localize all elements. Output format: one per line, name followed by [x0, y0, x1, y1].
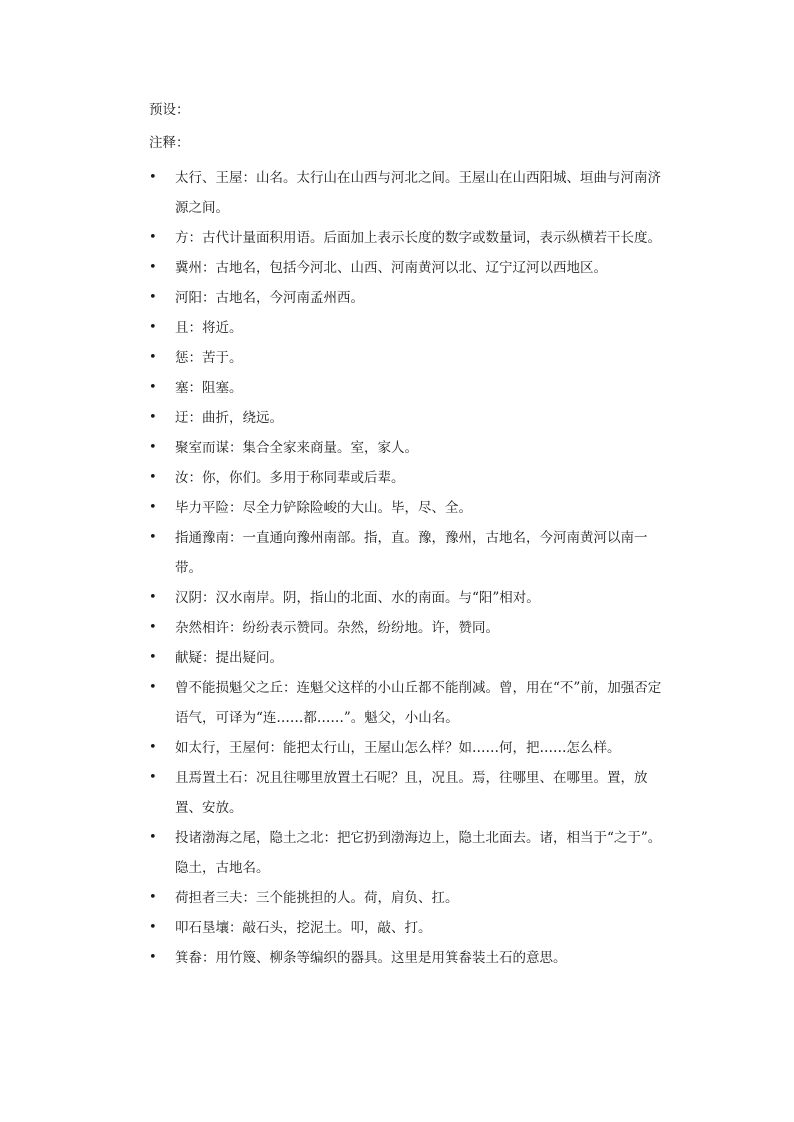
- note-item: [149, 343, 674, 373]
- note-text: 且焉置土石：况且往哪里放置土石呢？且，况且。焉，往哪里、在哪里。置，放置、安放。: [175, 770, 648, 816]
- bullet-icon: •: [149, 260, 157, 275]
- note-text: 河阳：古地名，今河南孟州西。: [175, 290, 364, 306]
- note-text: 荷担者三夫：三个能挑担的人。荷，肩负、扛。: [175, 890, 459, 906]
- note-item: [149, 313, 674, 343]
- note-text: 且：将近。: [175, 320, 243, 336]
- note-text: 太行、王屋：山名。太行山在山西与河北之间。王屋山在山西阳城、垣曲与河南济源之间。: [175, 170, 661, 216]
- bullet-icon: •: [149, 770, 157, 785]
- bullet-icon: •: [149, 350, 157, 365]
- note-item: [149, 583, 674, 613]
- note-text: 指通豫南：一直通向豫州南部。指，直。豫，豫州，古地名，今河南黄河以南一带。: [175, 530, 648, 576]
- bullet-icon: •: [149, 590, 157, 605]
- note-item: [149, 643, 674, 673]
- note-text: 杂然相许：纷纷表示赞同。杂然，纷纷地。许，赞同。: [175, 620, 499, 636]
- bullet-icon: •: [149, 740, 157, 755]
- bullet-icon: •: [149, 530, 157, 545]
- note-item: [149, 253, 674, 283]
- note-item: [149, 163, 674, 223]
- bullet-icon: •: [149, 410, 157, 425]
- note-text: 方：古代计量面积用语。后面加上表示长度的数字或数量词，表示纵横若干长度。: [175, 230, 661, 246]
- note-text: 献疑：提出疑问。: [175, 650, 283, 666]
- bullet-icon: •: [149, 680, 157, 695]
- note-item: [149, 763, 674, 823]
- note-text: 曾不能损魁父之丘：连魁父这样的小山丘都不能削减。曾，用在“不”前，加强否定语气，可译为“连……都……”。魁父，小山名。: [175, 680, 662, 726]
- note-text: 惩：苦于。: [175, 350, 243, 366]
- bullet-icon: •: [149, 830, 157, 845]
- bullet-icon: •: [149, 620, 157, 635]
- note-text: 聚室而谋：集合全家来商量。室，家人。: [175, 440, 418, 456]
- bullet-icon: •: [149, 890, 157, 905]
- note-text: 汉阴：汉水南岸。阴，指山的北面、水的南面。与“阳”相对。: [175, 590, 540, 606]
- note-item: [149, 943, 674, 973]
- bullet-icon: •: [149, 320, 157, 335]
- note-item: [149, 523, 674, 583]
- notes-heading: 注释：: [149, 135, 190, 151]
- note-item: [149, 913, 674, 943]
- note-item: [149, 883, 674, 913]
- bullet-icon: •: [149, 230, 157, 245]
- note-item: [149, 463, 674, 493]
- note-item: [149, 673, 674, 733]
- note-item: [149, 733, 674, 763]
- bullet-icon: •: [149, 920, 157, 935]
- note-text: 叩石垦壤：敲石头，挖泥土。叩，敲、打。: [175, 920, 432, 936]
- note-text: 冀州：古地名，包括今河北、山西、河南黄河以北、辽宁辽河以西地区。: [175, 260, 607, 276]
- bullet-icon: •: [149, 170, 157, 185]
- note-text: 迂：曲折，绕远。: [175, 410, 283, 426]
- preset-heading: 预设：: [149, 102, 190, 118]
- note-text: 毕力平险：尽全力铲除险峻的大山。毕，尽、全。: [175, 500, 472, 516]
- bullet-icon: •: [149, 290, 157, 305]
- note-item: [149, 403, 674, 433]
- bullet-icon: •: [149, 500, 157, 515]
- note-text: 汝：你，你们。多用于称同辈或后辈。: [175, 470, 405, 486]
- note-item: [149, 823, 674, 883]
- bullet-icon: •: [149, 650, 157, 665]
- note-item: [149, 613, 674, 643]
- note-item: [149, 373, 674, 403]
- notes-list: [149, 163, 674, 973]
- note-text: 投诸渤海之尾，隐土之北：把它扔到渤海边上，隐土北面去。诸，相当于“之于”。隐土，古地名。: [175, 830, 662, 876]
- note-item: [149, 493, 674, 523]
- note-text: 如太行，王屋何：能把太行山，王屋山怎么样？如……何，把……怎么样。: [175, 740, 621, 756]
- bullet-icon: •: [149, 440, 157, 455]
- note-item: [149, 433, 674, 463]
- note-item: [149, 223, 674, 253]
- note-text: 箕畚：用竹篾、柳条等编织的器具。这里是用箕畚装土石的意思。: [175, 950, 567, 966]
- bullet-icon: •: [149, 950, 157, 965]
- bullet-icon: •: [149, 380, 157, 395]
- bullet-icon: •: [149, 470, 157, 485]
- note-text: 塞：阻塞。: [175, 380, 243, 396]
- note-item: [149, 283, 674, 313]
